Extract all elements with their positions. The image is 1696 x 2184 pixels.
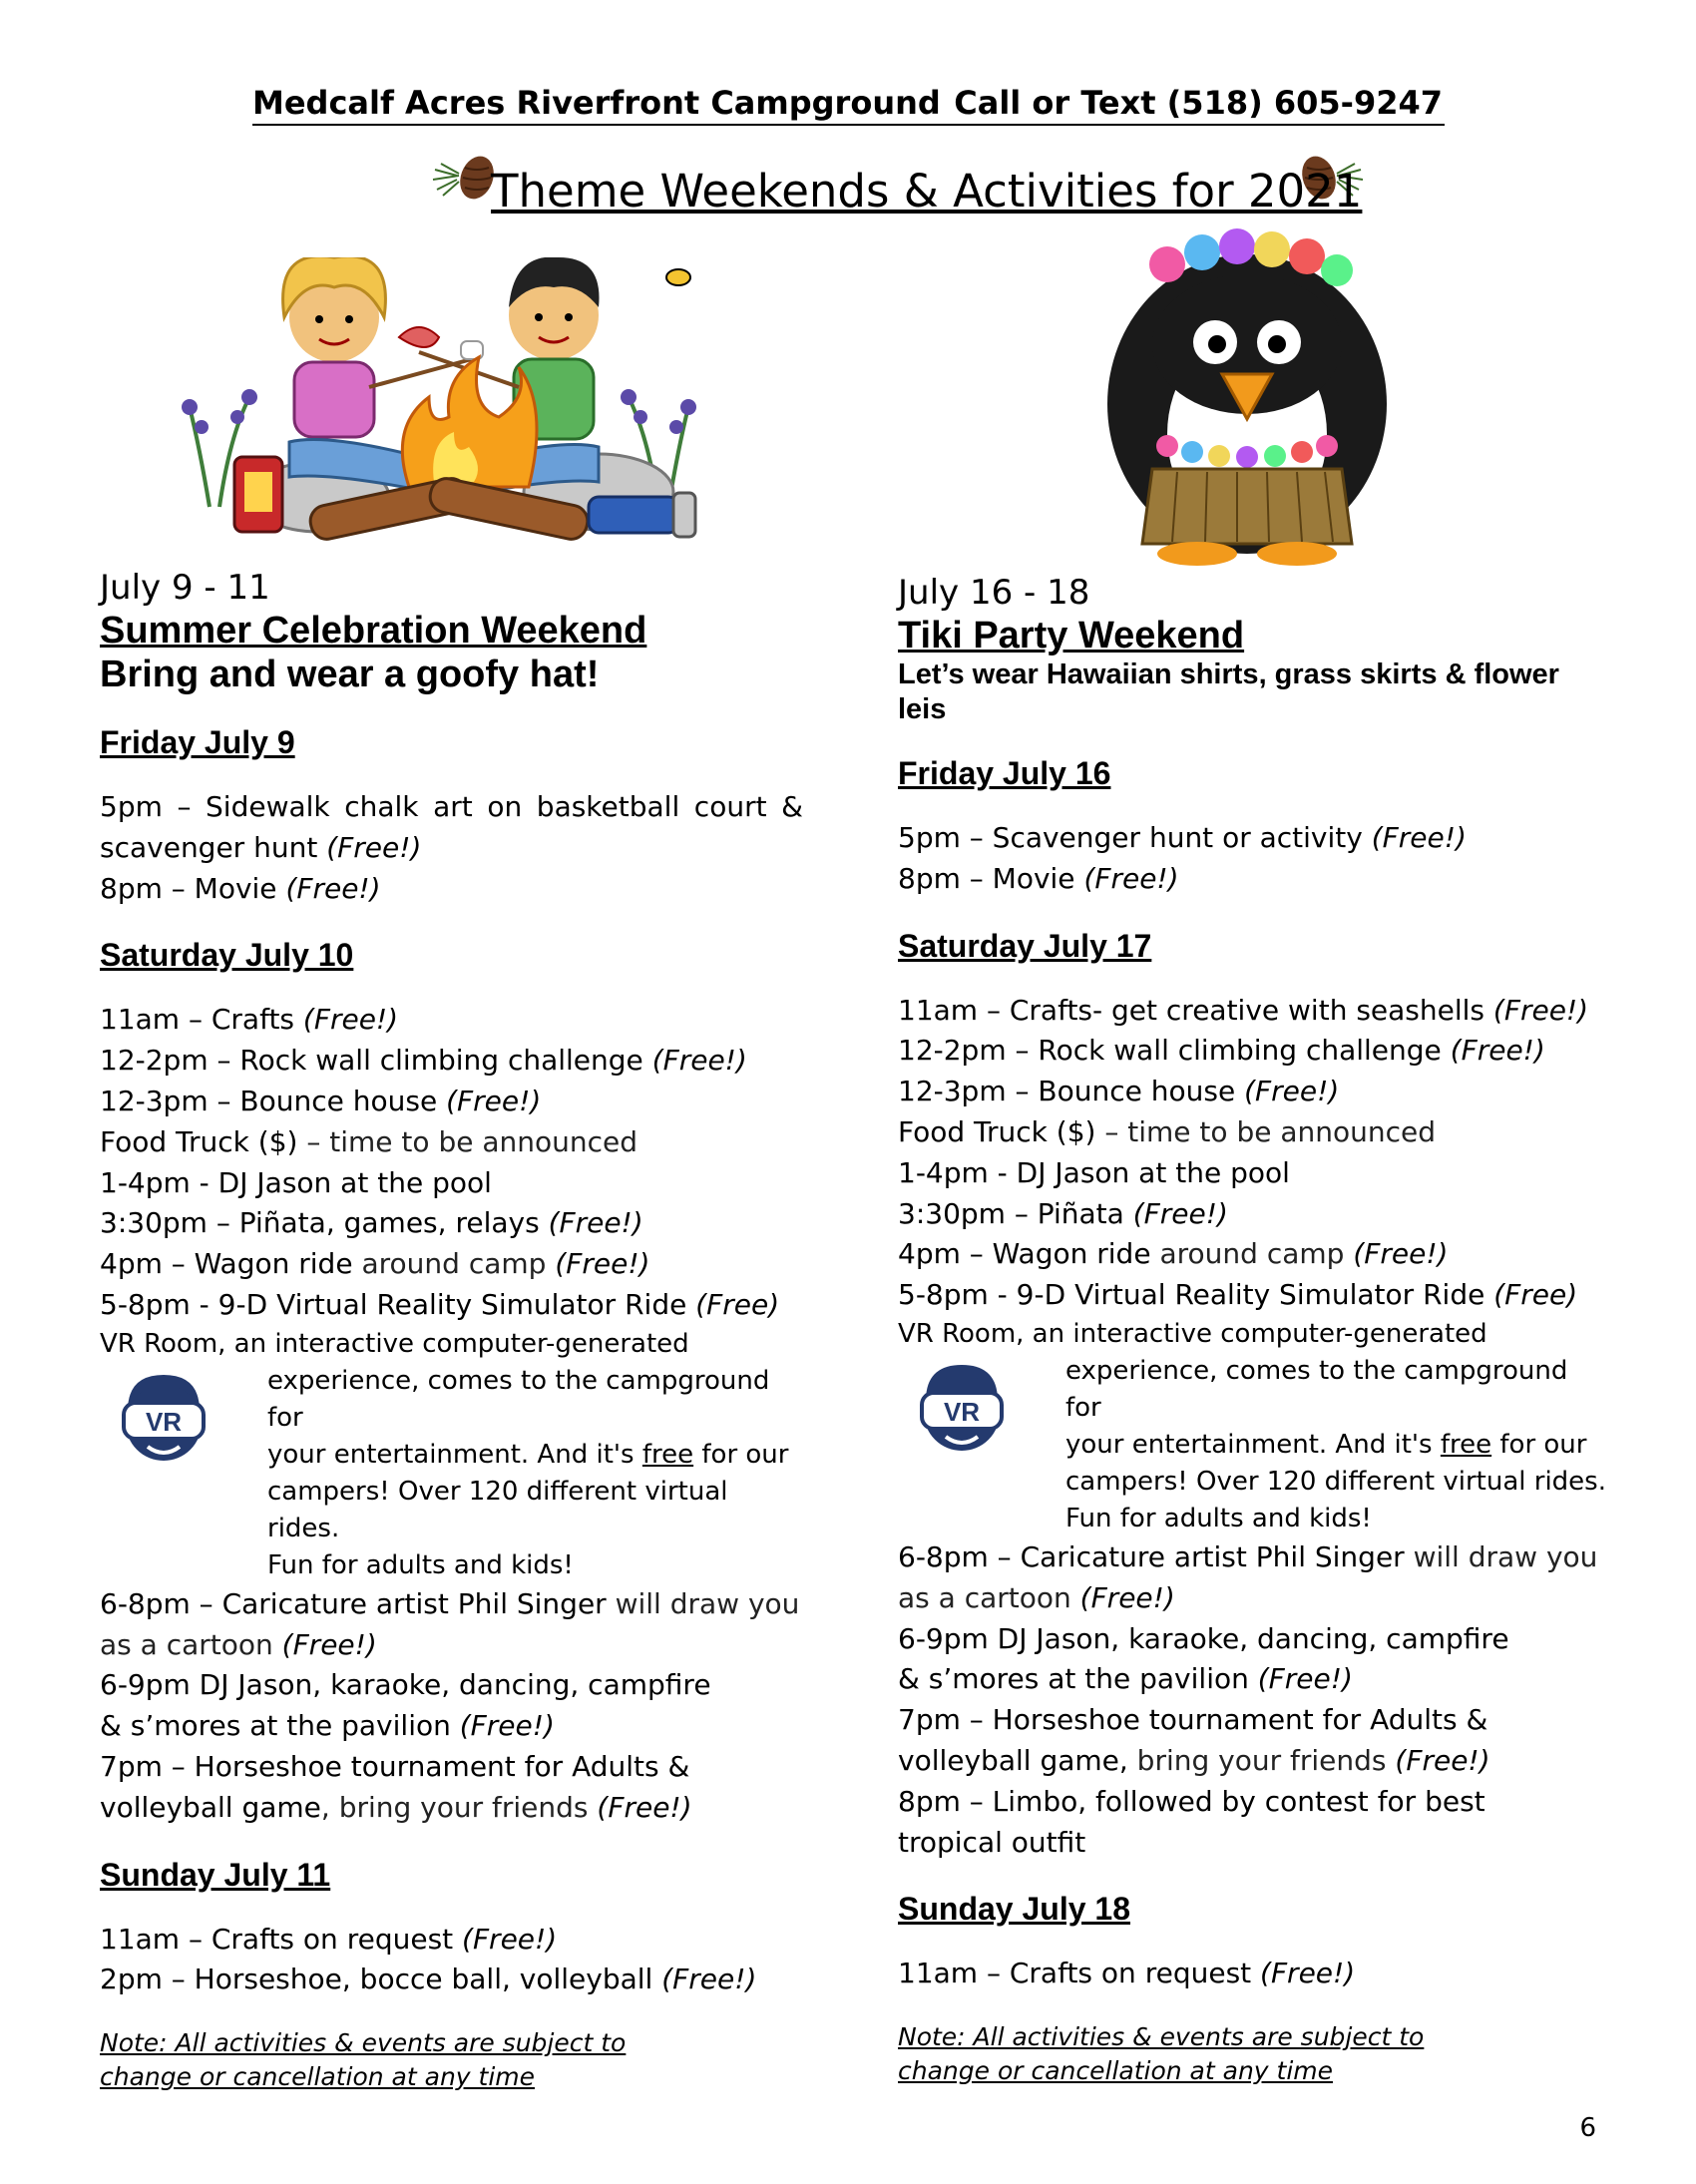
event-item: 11am – Crafts on request (Free!) (100, 1922, 558, 1956)
event-item: 8pm – Movie (Free!) (100, 871, 381, 905)
event-item: 12-3pm – Bounce house (Free!) (100, 1084, 542, 1117)
vr-room-description: VR Room, an interactive computer-generated VR experience, comes to the campground for your entertainment. And it's free for our campers! Over 120 different virtual rides. Fun for adults and kids! (898, 1318, 1606, 1533)
event-item: 12-2pm – Rock wall climbing challenge (Free!) (898, 1034, 1545, 1068)
event-item: 6-8pm – Caricature artist Phil Singer will draw you as a cartoon (Free!) (100, 1586, 800, 1661)
event-item: Food Truck ($) – time to be announced (100, 1124, 638, 1158)
change-notice: Note: All activities & events are subject to change or cancellation at any time (898, 2022, 1425, 2086)
vr-label: VR (943, 1396, 981, 1427)
right-weekend-column (898, 572, 1606, 2088)
event-item: 3:30pm – Piñata, games, relays (Free!) (100, 1206, 643, 1240)
page-title: Theme Weekends & Activities for 2021 (491, 165, 1363, 218)
left-weekend-column (100, 567, 803, 2094)
campground-phone: Call or Text (518) 605-9247 (954, 84, 1443, 122)
event-item: Food Truck ($) – time to be announced (898, 1114, 1437, 1148)
day-heading-friday: Friday July 9 (100, 724, 295, 760)
event-item: 12-2pm – Rock wall climbing challenge (Free!) (100, 1044, 747, 1078)
event-item: 6-8pm – Caricature artist Phil Singer will draw you as a cartoon (Free!) (898, 1539, 1598, 1614)
campground-name: Medcalf Acres Riverfront Campground (252, 84, 941, 122)
change-notice: Note: All activities & events are subject to change or cancellation at any time (100, 2028, 627, 2092)
page-number: 6 (1579, 2113, 1596, 2143)
day-heading-sunday: Sunday July 18 (898, 1891, 1130, 1928)
event-item: 5pm – Scavenger hunt or activity (Free!) (898, 821, 1467, 854)
event-item: 7pm – Horseshoe tournament for Adults & volleyball game, bring your friends (Free!) (898, 1703, 1490, 1777)
weekend-dates: July 16 - 18 (898, 573, 1090, 613)
event-item: 7pm – Horseshoe tournament for Adults & volleyball game, bring your friends (Free!) (100, 1749, 692, 1824)
vr-headset-icon (118, 1371, 210, 1467)
event-item: 3:30pm – Piñata (Free!) (898, 1196, 1228, 1230)
day-heading-saturday: Saturday July 17 (898, 927, 1152, 964)
event-item: 4pm – Wagon ride around camp (Free!) (898, 1237, 1449, 1271)
weekend-subtitle: Bring and wear a goofy hat! (100, 654, 600, 695)
weekend-subtitle: Let’s wear Hawaiian shirts, grass skirts & flower leis (898, 658, 1559, 725)
day-heading-friday: Friday July 16 (898, 755, 1111, 791)
event-item: 2pm – Horseshoe, bocce ball, volleyball (Free!) (100, 1963, 757, 1996)
event-item: 1-4pm - DJ Jason at the pool (100, 1165, 492, 1199)
day-heading-saturday: Saturday July 10 (100, 937, 354, 974)
vr-headset-icon (916, 1361, 1008, 1457)
event-item: 5-8pm - 9-D Virtual Reality Simulator Ride (Free) (100, 1287, 780, 1321)
event-item: 8pm – Movie (Free!) (898, 861, 1179, 895)
vr-room-description: VR Room, an interactive computer-generated VR experience, comes to the campground for your entertainment. And it's free for our campers! Over 120 different virtual rides. Fun for adults and kids! (100, 1328, 789, 1580)
event-item: 11am – Crafts on request (Free!) (898, 1957, 1356, 1990)
tiki-penguin-illustration (1097, 224, 1397, 569)
event-item: 11am – Crafts- get creative with seashells (Free!) (898, 993, 1589, 1027)
event-item: 8pm – Limbo, followed by contest for best tropical outfit (898, 1784, 1485, 1859)
event-item: 1-4pm - DJ Jason at the pool (898, 1155, 1290, 1189)
event-item: 6-9pm DJ Jason, karaoke, dancing, campfire & s’mores at the pavilion (Free!) (898, 1621, 1509, 1696)
event-item: 12-3pm – Bounce house (Free!) (898, 1075, 1340, 1108)
weekend-title: Tiki Party Weekend (898, 615, 1245, 656)
event-item: 6-9pm DJ Jason, karaoke, dancing, campfire & s’mores at the pavilion (Free!) (100, 1668, 711, 1743)
day-heading-sunday: Sunday July 11 (100, 1856, 331, 1893)
event-item: 5-8pm - 9-D Virtual Reality Simulator Ride (Free) (898, 1278, 1578, 1312)
vr-label: VR (145, 1406, 183, 1437)
weekend-dates: July 9 - 11 (100, 568, 270, 608)
campfire-kids-illustration (180, 257, 708, 567)
event-item: 11am – Crafts (Free!) (100, 1003, 399, 1037)
page-header (252, 82, 1445, 126)
event-item: 4pm – Wagon ride around camp (Free!) (100, 1247, 650, 1281)
event-item: 5pm – Sidewalk chalk art on basketball court & scavenger hunt (Free!) (100, 790, 803, 864)
weekend-title: Summer Celebration Weekend (100, 610, 647, 652)
